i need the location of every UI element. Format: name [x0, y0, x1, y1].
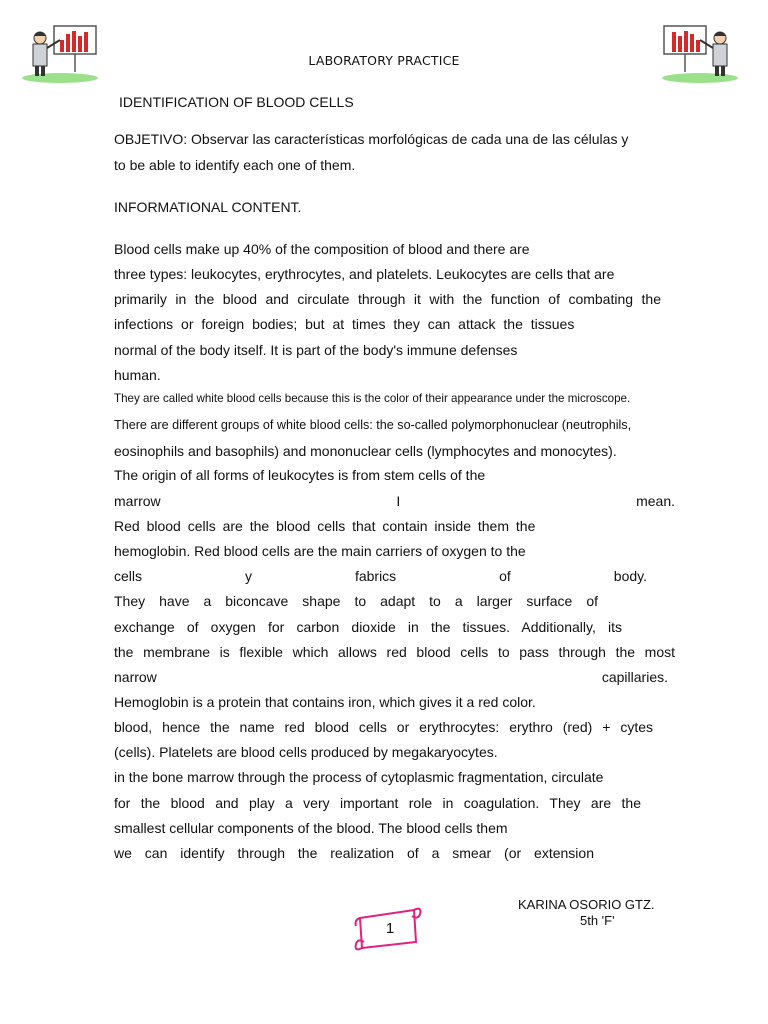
paragraph-line: There are different groups of white blood cells: the so-called polymorphonuclear (neutrophils, — [114, 418, 632, 432]
paragraph-line: marrow I mean. — [114, 493, 675, 509]
paragraph-line: Red blood cells are the blood cells that contain inside them the — [114, 518, 536, 534]
paragraph-line: cells y fabrics of body. — [114, 568, 647, 584]
page-header: LABORATORY PRACTICE — [308, 53, 460, 68]
paragraph-line: Hemoglobin is a protein that contains iron, which gives it a red color. — [114, 694, 536, 710]
document-title: IDENTIFICATION OF BLOOD CELLS — [119, 94, 354, 110]
paragraph-line: three types: leukocytes, erythrocytes, and platelets. Leukocytes are cells that are — [114, 266, 615, 282]
author-name: KARINA OSORIO GTZ. — [518, 897, 655, 912]
section-heading: INFORMATIONAL CONTENT. — [114, 199, 302, 215]
paragraph-line: narrow capillaries. — [114, 669, 668, 685]
paragraph-line: (cells). Platelets are blood cells produced by megakaryocytes. — [114, 744, 498, 760]
paragraph-line: The origin of all forms of leukocytes is from stem cells of the — [114, 467, 486, 483]
paragraph-line: They have a biconcave shape to adapt to a larger surface of — [114, 593, 598, 609]
paragraph-line: eosinophils and basophils) and mononuclear cells (lymphocytes and monocytes). — [114, 443, 617, 459]
page-number: 1 — [385, 920, 395, 937]
paragraph-line: They are called white blood cells because this is the color of their appearance under the microscope. — [114, 392, 631, 405]
paragraph-line: exchange of oxygen for carbon dioxide in the tissues. Additionally, its — [114, 619, 622, 635]
paragraph-line: blood, hence the name red blood cells or erythrocytes: erythro (red) + cytes — [114, 719, 653, 735]
paragraph-line: to be able to identify each one of them. — [114, 157, 356, 173]
class-label: 5th 'F' — [580, 913, 615, 928]
paragraph-line: the membrane is flexible which allows red blood cells to pass through the most — [114, 644, 675, 660]
paragraph-line: hemoglobin. Red blood cells are the main carriers of oxygen to the — [114, 543, 526, 559]
paragraph-line: we can identify through the realization of a smear (or extension — [114, 845, 594, 861]
paragraph-line: primarily in the blood and circulate through it with the function of combating the — [114, 291, 661, 307]
paragraph-line: smallest cellular components of the blood. The blood cells them — [114, 820, 508, 836]
paragraph-line: human. — [114, 367, 161, 383]
paragraph-line: Blood cells make up 40% of the composition of blood and there are — [114, 241, 530, 257]
paragraph-line: in the bone marrow through the process of cytoplasmic fragmentation, circulate — [114, 769, 604, 785]
paragraph-line: normal of the body itself. It is part of the body's immune defenses — [114, 342, 518, 358]
paragraph-line: OBJETIVO: Observar las características morfológicas de cada una de las células y — [114, 131, 629, 147]
paragraph-line: infections or foreign bodies; but at times they can attack the tissues — [114, 316, 575, 332]
paragraph-line: for the blood and play a very important role in coagulation. They are the — [114, 795, 641, 811]
